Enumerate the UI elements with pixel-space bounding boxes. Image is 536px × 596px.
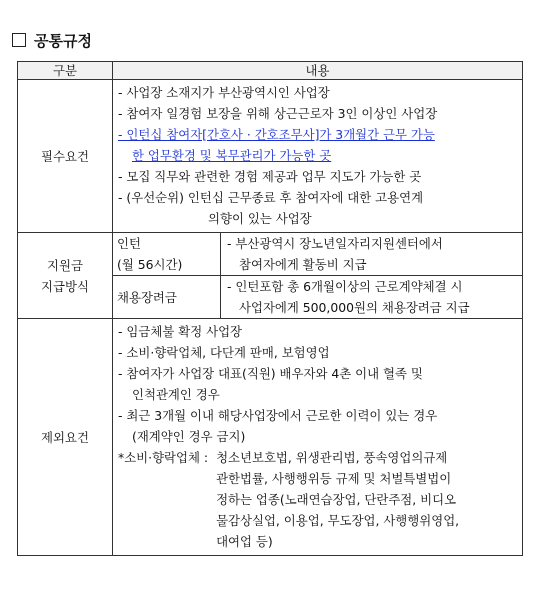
column-header-category: 구분 — [18, 62, 113, 80]
bonus-value-line2: 사업자에게 500,000원의 채용장려금 지급 — [239, 300, 470, 315]
bonus-value — [221, 276, 523, 319]
list-item-cont: (재계약인 경우 금지) — [132, 429, 246, 444]
rules-table — [17, 61, 523, 556]
exclusion-note-key: *소비·향락업체 : — [118, 450, 209, 465]
note-line: 청소년보호법, 위생관리법, 풍속영업의규제 — [216, 450, 448, 465]
note-line: 대여업 등) — [216, 534, 273, 549]
list-item: - 참여자 일경험 보장을 위해 상근근로자 3인 이상인 사업장 — [118, 106, 438, 121]
table-header-row — [18, 62, 523, 80]
row-label-required: 필수요건 — [18, 80, 113, 233]
intern-key-line1: 인턴 — [117, 236, 141, 251]
column-header-content: 내용 — [113, 62, 523, 80]
section-title-text: 공통규정 — [34, 31, 92, 50]
exclusion-note-text — [208, 447, 459, 552]
note-line: 물감상실업, 이용업, 무도장업, 사행행위영업, — [216, 513, 460, 528]
intern-value-line2: 참여자에게 활동비 지급 — [239, 257, 367, 272]
intern-value-line1: - 부산광역시 장노년일자리지원센터에서 — [227, 236, 443, 251]
support-subtable — [113, 233, 522, 318]
row-support — [18, 233, 523, 319]
checkbox-square-icon — [12, 33, 26, 47]
required-content — [113, 80, 523, 233]
intern-value — [221, 233, 523, 276]
list-item: - (우선순위) 인턴십 근무종료 후 참여자에 대한 고용연계 — [118, 190, 424, 205]
exclusion-content — [113, 319, 523, 556]
bonus-value-line1: - 인턴포함 총 6개월이상의 근로계약체결 시 — [227, 279, 463, 294]
list-item-highlight: - 인턴십 참여자[간호사 · 간호조무사]가 3개월간 근무 가능 — [118, 127, 435, 142]
row-label-support — [18, 233, 113, 319]
list-item-highlight-cont: 한 업무환경 및 복무관리가 가능한 곳 — [132, 148, 332, 163]
row-exclusion — [18, 319, 523, 556]
support-row-intern — [113, 233, 522, 276]
list-item-cont: 인척관계인 경우 — [132, 387, 220, 402]
list-item: - 임금체불 확정 사업장 — [118, 324, 243, 339]
section-title — [12, 30, 92, 50]
support-content — [113, 233, 523, 319]
list-item: - 최근 3개월 이내 해당사업장에서 근로한 이력이 있는 경우 — [118, 408, 438, 423]
row-label-exclusion: 제외요건 — [18, 319, 113, 556]
list-item-cont: 의향이 있는 사업장 — [208, 211, 312, 226]
row-label-support-line1: 지원금 — [47, 257, 83, 273]
note-line: 관한법률, 사행행위등 규제 및 처벌특별법이 — [216, 471, 452, 486]
exclusion-note — [118, 447, 518, 552]
row-label-support-line2: 지급방식 — [41, 278, 89, 294]
list-item: - 모집 직무와 관련한 경험 제공과 업무 지도가 가능한 곳 — [118, 169, 422, 184]
list-item: - 참여자가 사업장 대표(직원) 배우자와 4촌 이내 혈족 및 — [118, 366, 423, 381]
bonus-key: 채용장려금 — [113, 276, 221, 319]
support-row-bonus — [113, 276, 522, 319]
note-line: 정하는 업종(노래연습장업, 단란주점, 비디오 — [216, 492, 457, 507]
intern-key — [113, 233, 221, 276]
list-item: - 사업장 소재지가 부산광역시인 사업장 — [118, 85, 330, 100]
row-required — [18, 80, 523, 233]
intern-key-line2: (월 56시간) — [117, 257, 183, 272]
list-item: - 소비·향락업체, 다단계 판매, 보험영업 — [118, 345, 330, 360]
